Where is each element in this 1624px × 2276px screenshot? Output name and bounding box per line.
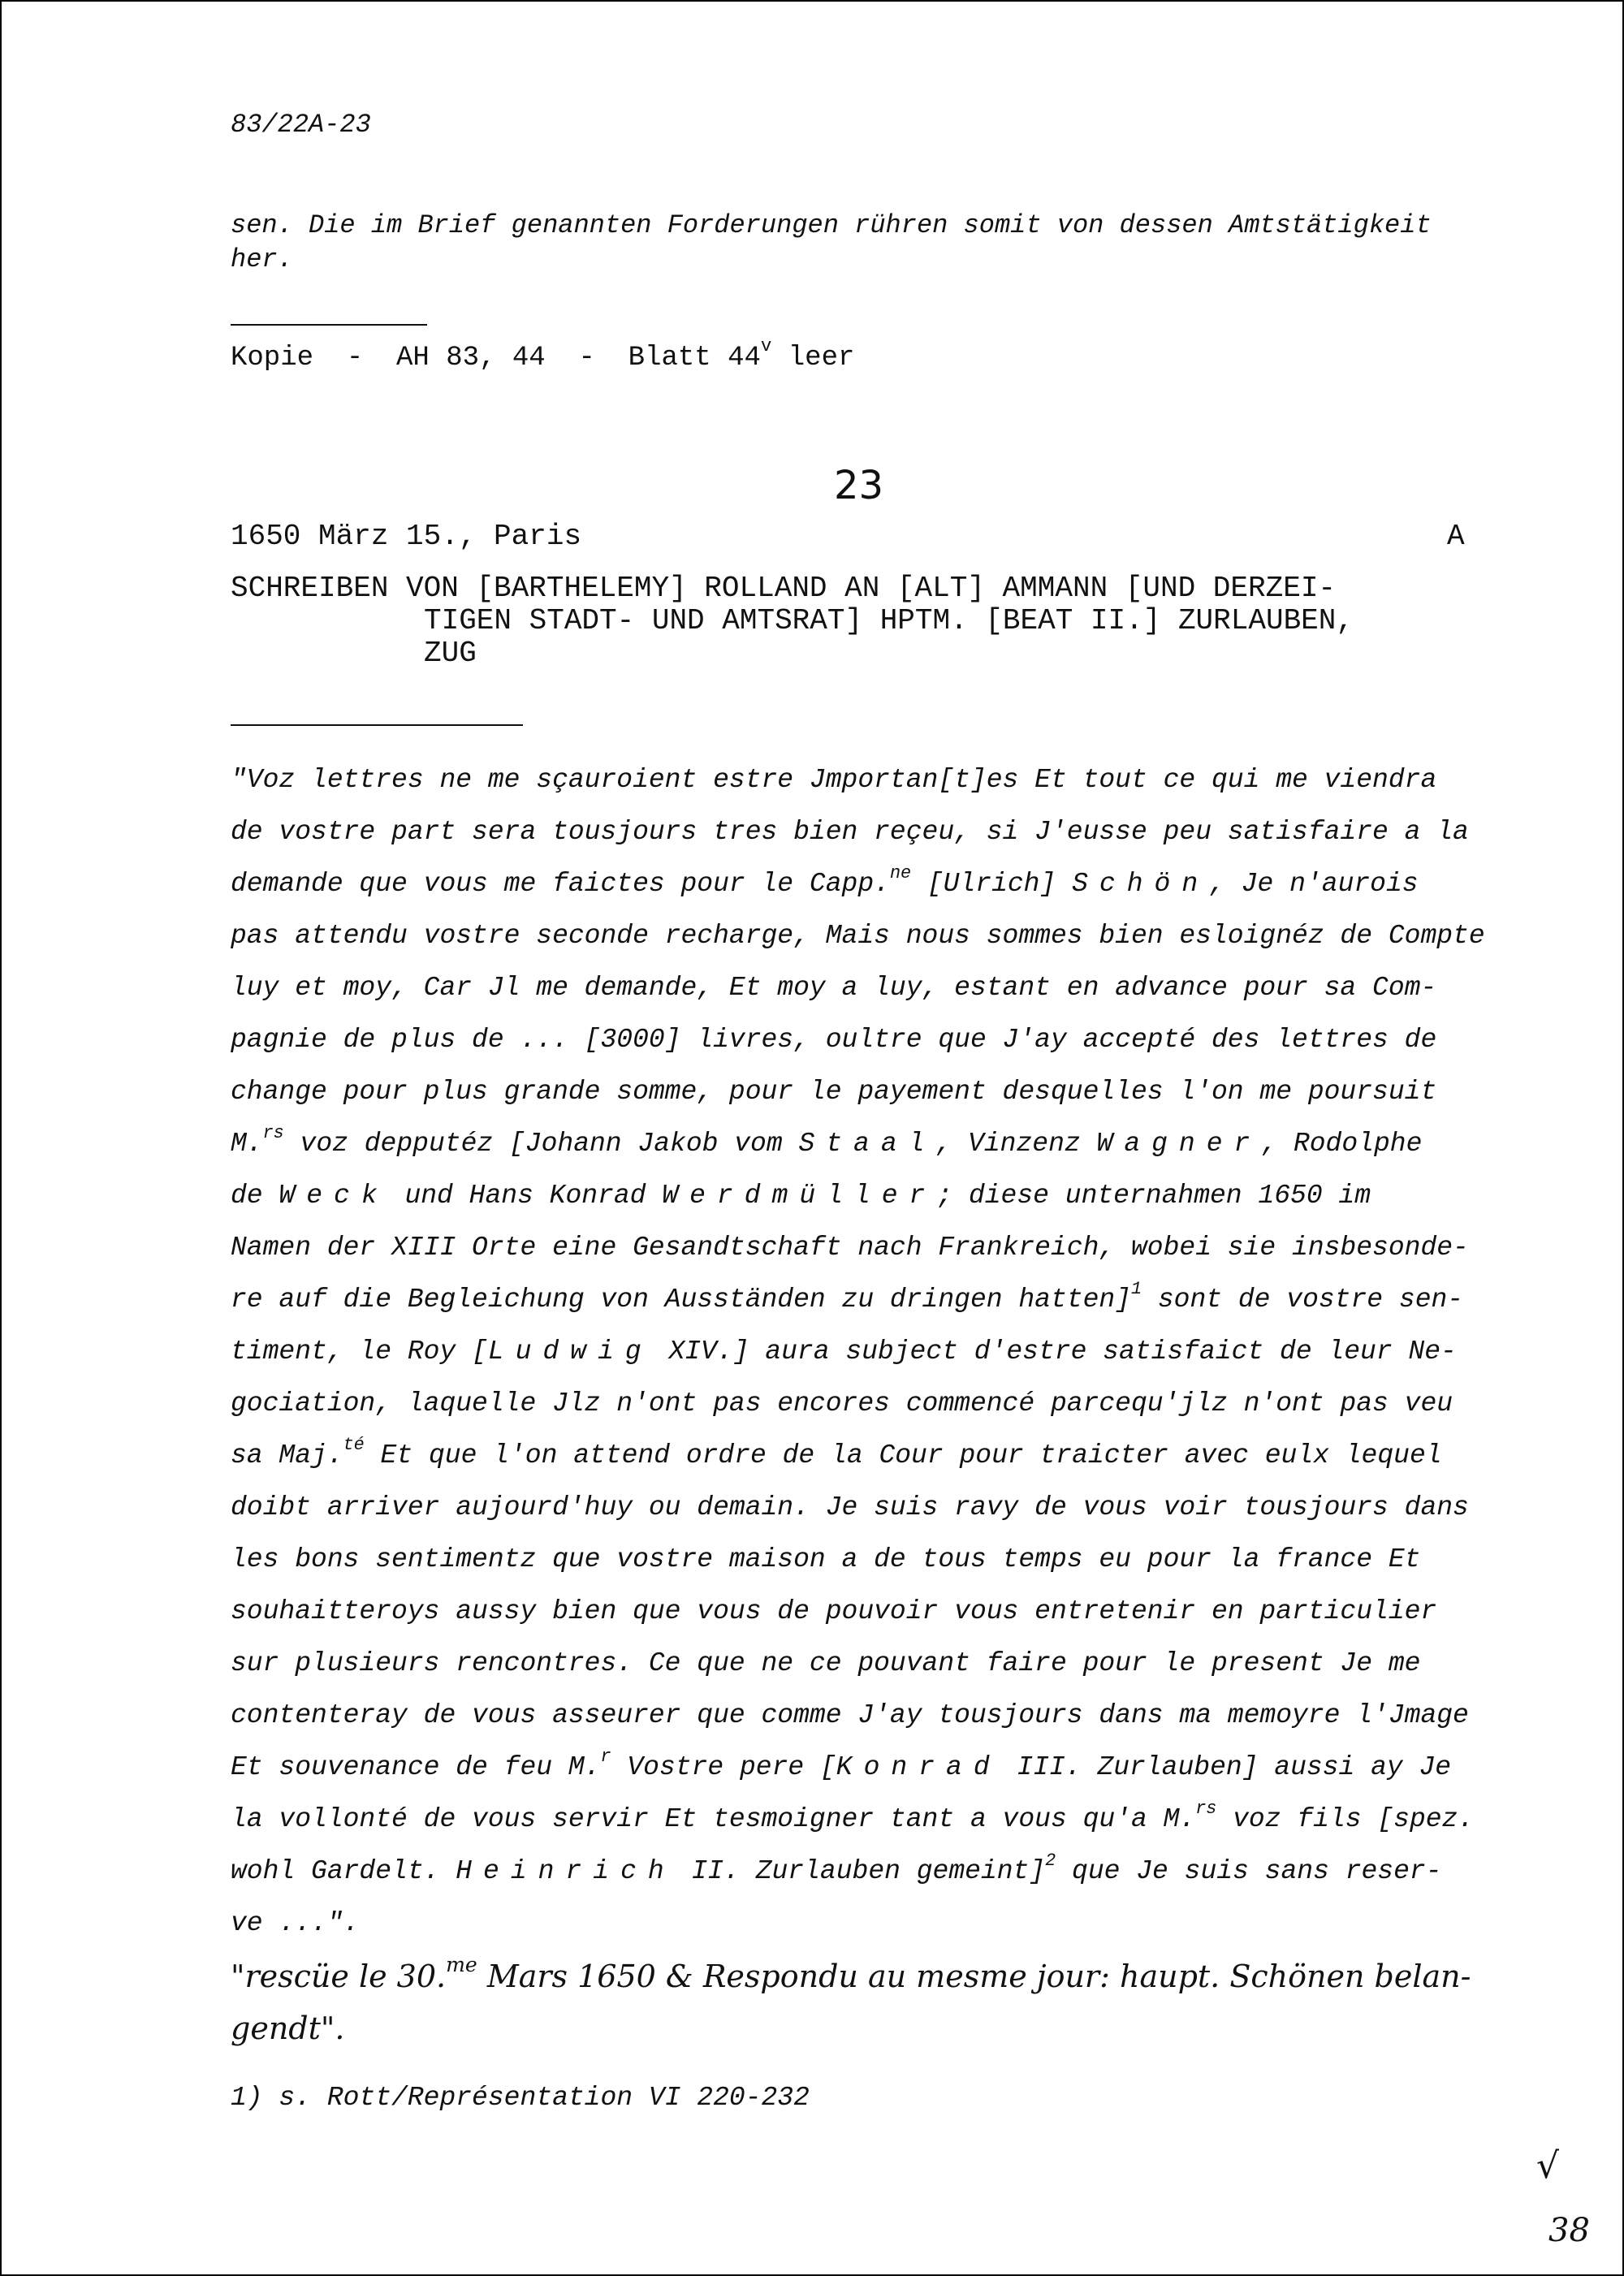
body-line-19: contenteray de vous asseurer que comme J'ay tousjours dans ma memoyre l'Jmage [231, 1700, 1469, 1730]
dateline: 1650 März 15., Paris [231, 520, 582, 553]
title-line-1: SCHREIBEN VON [BARTHELEMY] ROLLAND AN [ALT] AMMANN [UND DERZEI- [231, 572, 1337, 605]
body-line-11 [231, 1278, 1464, 1315]
body-text: Et que l'on attend ordre de la Cour pour traicter avec eulx lequel [364, 1440, 1442, 1471]
letter-type: A [1447, 520, 1465, 553]
superscript: r [600, 1746, 611, 1767]
body-text: , Je n'aurois [1209, 869, 1419, 899]
spaced-name: Schön [1072, 869, 1210, 899]
body-text: Vostre pere [ [611, 1752, 836, 1782]
body-text: sont de vostre sen- [1142, 1285, 1464, 1315]
body-line-6: pagnie de plus de ... [3000] livres, oultre que J'ay accepté des lettres de [231, 1025, 1437, 1055]
body-text: demande que vous me faictes pour le Capp. [231, 869, 890, 899]
body-line-7: change pour plus grande somme, pour le payement desquelles l'on me poursuit [231, 1077, 1437, 1107]
superscript: rs [1195, 1798, 1217, 1819]
body-text: XIV.] aura subject d'estre satisfaict de leur Ne- [652, 1337, 1457, 1367]
intro-line-2: her. [231, 244, 293, 274]
separator-rule [231, 724, 523, 726]
copy-note-text: Kopie - AH 83, 44 - Blatt 44 [231, 343, 761, 374]
body-line-15: doibt arriver aujourd'huy ou demain. Je suis ravy de vous voir tousjours dans [231, 1492, 1469, 1522]
superscript: ne [889, 862, 912, 883]
body-text: timent, le Roy [ [231, 1337, 488, 1367]
body-text: , Rodolphe [1261, 1129, 1423, 1159]
body-line-16: les bons sentimentz que vostre maison a de tous temps eu pour la france Et [231, 1544, 1421, 1574]
separator-rule [231, 324, 427, 326]
handwritten-text: "rescüe le 30. [231, 1959, 447, 1994]
title-line-2: TIGEN STADT- UND AMTSRAT] HPTM. [BEAT II.] ZURLAUBEN, [424, 604, 1354, 637]
title-line-3: ZUG [424, 637, 477, 670]
body-line-13: gociation, laquelle Jlz n'ont pas encores commencé parcequ'jlz n'ont pas veu [231, 1388, 1453, 1419]
body-line-10: Namen der XIII Orte eine Gesandtschaft nach Frankreich, wobei sie insbesonde- [231, 1233, 1469, 1263]
body-text: de [231, 1181, 279, 1211]
body-text: Et souvenance de feu M. [231, 1752, 601, 1782]
body-line-3 [231, 862, 1419, 899]
body-line-14 [231, 1434, 1442, 1471]
body-line-20 [231, 1746, 1452, 1782]
body-text: und Hans Konrad [388, 1181, 663, 1211]
spaced-name: Wagner [1096, 1129, 1262, 1159]
body-line-22 [231, 1850, 1442, 1886]
body-line-17: souhaitteroys aussy bien que vous de pouvoir vous entretenir en particulier [231, 1596, 1437, 1626]
footnote-marker: 1 [1130, 1278, 1142, 1299]
spaced-name: Konrad [836, 1752, 1001, 1782]
body-line-8 [231, 1122, 1423, 1159]
body-text: [Ulrich] [911, 869, 1073, 899]
copy-note-suffix: leer [771, 343, 855, 374]
body-line-9 [231, 1181, 1371, 1211]
folio-number: 38 [1548, 2212, 1590, 2249]
body-text: voz fils [spez. [1216, 1804, 1475, 1834]
body-text: wohl Gardelt. [231, 1856, 456, 1886]
spaced-name: Werdmüller [662, 1181, 937, 1211]
spaced-name: Heinrich [456, 1856, 676, 1886]
handwritten-text: Mars 1650 & Respondu au mesme jour: haupt. Schönen belan- [477, 1959, 1471, 1994]
body-line-12 [231, 1337, 1457, 1367]
copy-note [231, 335, 855, 374]
document-reference: 83/22A-23 [231, 110, 371, 140]
copy-note-verso: v [760, 335, 772, 357]
handwritten-line-2: gendt". [231, 2010, 345, 2046]
intro-line-1: sen. Die im Brief genannten Forderungen rühren somit von dessen Amtstätigkeit [231, 210, 1432, 240]
check-mark: √ [1536, 2145, 1560, 2187]
body-text: III. Zurlauben] aussi ay Je [1000, 1752, 1452, 1782]
superscript: té [343, 1434, 365, 1455]
body-line-21 [231, 1798, 1475, 1834]
body-line-5: luy et moy, Car Jl me demande, Et moy a luy, estant en advance pour sa Com- [231, 973, 1437, 1003]
body-text: II. Zurlauben gemeint] [675, 1856, 1046, 1886]
body-text: que Je suis sans reser- [1056, 1856, 1442, 1886]
body-text: M. [231, 1129, 263, 1159]
document-number: 23 [834, 463, 884, 508]
body-text: voz depputéz [Johann Jakob vom [283, 1129, 799, 1159]
body-line-4: pas attendu vostre seconde recharge, Mais nous sommes bien esloignéz de Compte [231, 921, 1485, 951]
footnote-marker: 2 [1045, 1850, 1056, 1871]
body-line-18: sur plusieurs rencontres. Ce que ne ce pouvant faire pour le present Je me [231, 1648, 1421, 1678]
superscript: rs [262, 1122, 284, 1143]
body-text: sa Maj. [231, 1440, 343, 1471]
body-line-1: "Voz lettres ne me sçauroient estre Jmportan[t]es Et tout ce qui me viendra [231, 765, 1437, 795]
spaced-name: Staal [798, 1129, 936, 1159]
body-text: la vollonté de vous servir Et tesmoigner tant a vous qu'a M. [231, 1804, 1196, 1834]
body-text: re auf die Begleichung von Ausständen zu dringen hatten] [231, 1285, 1131, 1315]
spaced-name: Ludwig [487, 1337, 653, 1367]
superscript: me [446, 1953, 477, 1977]
body-line-23: ve ...". [231, 1908, 360, 1938]
spaced-name: Weck [279, 1181, 389, 1211]
body-text: ; diese unternahmen 1650 im [936, 1181, 1371, 1211]
body-line-2: de vostre part sera tousjours tres bien reçeu, si J'eusse peu satisfaire a la [231, 817, 1469, 847]
handwritten-line-1 [231, 1953, 1471, 1994]
body-text: , Vinzenz [935, 1129, 1097, 1159]
footnote: 1) s. Rott/Représentation VI 220-232 [231, 2083, 810, 2113]
